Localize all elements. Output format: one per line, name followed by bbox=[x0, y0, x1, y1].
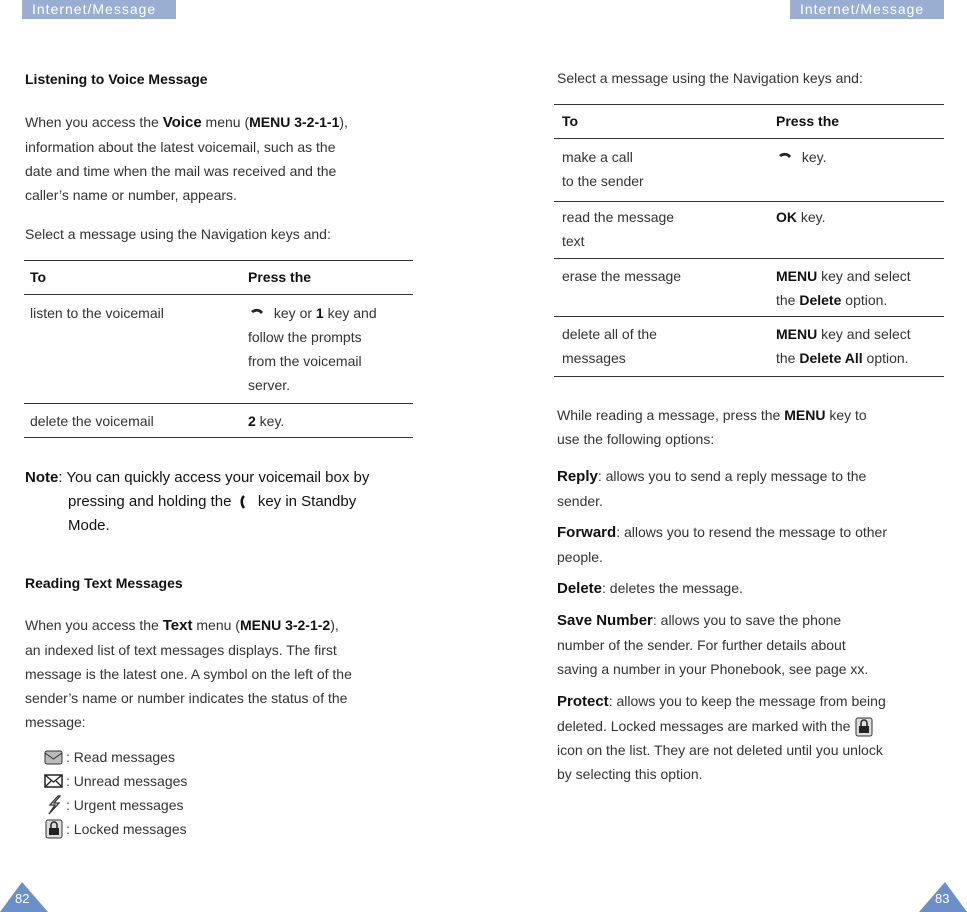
table-cell: OK key. bbox=[776, 209, 826, 225]
table-cell: key or 1 key and follow the prompts from the voicemail server. bbox=[248, 305, 377, 393]
table-cell: delete the voicemail bbox=[30, 413, 154, 429]
legend-row: : Locked messages bbox=[44, 817, 187, 841]
right-select-instruction: Select a message using the Navigation keys and: bbox=[557, 70, 863, 86]
legend-row: : Read messages bbox=[44, 745, 187, 769]
note: Note: You can quickly access your voicemail box by pressing and holding the key in Standby Mode. bbox=[25, 469, 370, 534]
right-page-number: 83 bbox=[935, 891, 950, 906]
table-cell: delete all of the messages bbox=[562, 326, 657, 366]
lock-icon bbox=[854, 717, 874, 737]
voice-key-table bbox=[24, 260, 413, 438]
send-key-icon bbox=[248, 307, 270, 321]
option-delete: Delete: deletes the message. bbox=[557, 580, 743, 597]
send-key-icon bbox=[776, 151, 798, 165]
option-forward: Forward: allows you to resend the message to other people. bbox=[557, 524, 888, 565]
right-header-tab: Internet/Message bbox=[790, 0, 944, 19]
voice-intro: When you access the Voice menu (MENU 3-2-1-1), information about the latest voicemail, such as the date and time when the mail was received and the caller’s name or number, appears. bbox=[25, 114, 348, 203]
locked-message-icon bbox=[44, 819, 64, 839]
table-cell: 2 key. bbox=[248, 413, 285, 429]
reading-options-intro: While reading a message, press the MENU key to use the following options: bbox=[557, 407, 867, 447]
legend-row: : Urgent messages bbox=[44, 793, 187, 817]
table-header-press: Press the bbox=[248, 269, 312, 285]
table-cell: read the message text bbox=[562, 209, 675, 249]
left-page-number: 82 bbox=[15, 891, 30, 906]
unread-message-icon bbox=[44, 772, 64, 790]
voicemail-key-icon bbox=[236, 494, 254, 510]
message-status-legend bbox=[44, 745, 187, 841]
table-cell: listen to the voicemail bbox=[30, 305, 164, 321]
voice-select-instruction: Select a message using the Navigation keys and: bbox=[25, 226, 331, 242]
table-cell: key. bbox=[768, 139, 944, 202]
text-intro: When you access the Text menu (MENU 3-2-1-2), an indexed list of text messages displays. The first message is the latest one. A symbol on the left of the sender’s name or number indicates the status of the message: bbox=[25, 617, 352, 730]
table-cell: MENU key and select the Delete option. bbox=[776, 268, 911, 308]
left-header-tab: Internet/Message bbox=[22, 0, 176, 19]
option-protect: Protect: allows you to keep the message from being deleted. Locked messages are marked with the icon on the list. They are not deleted until you unlock by selecting this option. bbox=[557, 693, 886, 782]
urgent-message-icon bbox=[44, 795, 64, 815]
table-cell: make a call to the sender bbox=[562, 149, 644, 189]
table-header-to: To bbox=[30, 269, 47, 285]
option-reply: Reply: allows you to send a reply message to the sender. bbox=[557, 468, 867, 509]
table-header-to: To bbox=[562, 113, 579, 129]
text-heading: Reading Text Messages bbox=[25, 575, 183, 591]
table-header-press: Press the bbox=[776, 113, 840, 129]
table-cell: MENU key and select the Delete All option. bbox=[776, 326, 911, 366]
option-save-number: Save Number: allows you to save the phone number of the sender. For further details about saving a number in your Phonebook, see page xx. bbox=[557, 612, 869, 677]
table-cell: erase the message bbox=[562, 268, 682, 284]
legend-row: : Unread messages bbox=[44, 769, 187, 793]
read-message-icon bbox=[44, 748, 64, 766]
voice-heading: Listening to Voice Message bbox=[25, 71, 208, 87]
text-key-table bbox=[554, 104, 944, 377]
